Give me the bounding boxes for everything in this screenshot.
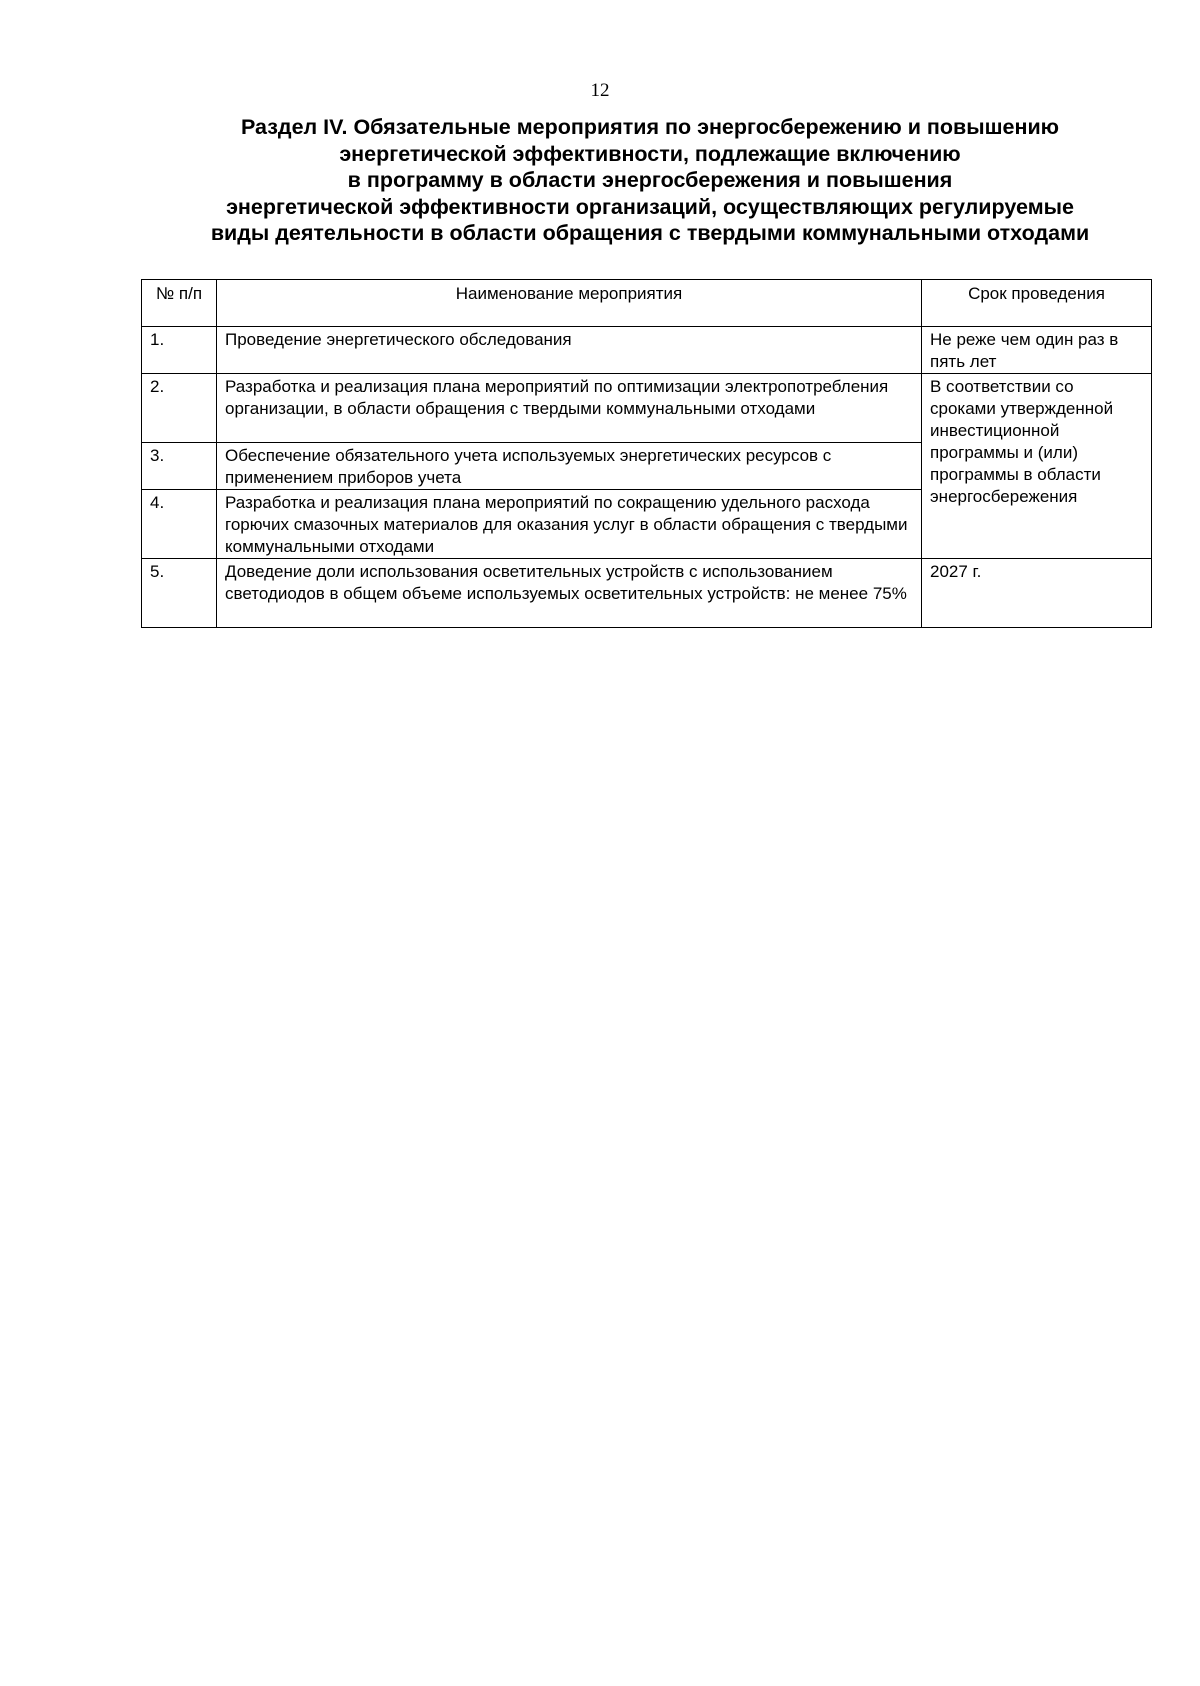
row-num: 2. xyxy=(142,374,217,443)
table-header-row xyxy=(142,280,1152,327)
measures-table xyxy=(141,279,1152,628)
row-term: 2027 г. xyxy=(922,559,1152,628)
table-row xyxy=(142,559,1152,628)
row-num: 4. xyxy=(142,490,217,559)
header-num: № п/п xyxy=(142,280,217,327)
page-number: 12 xyxy=(590,80,610,101)
row-term: Не реже чем один раз в пять лет xyxy=(922,327,1152,374)
heading-line: энергетической эффективности организаций, осуществляющих регулируемые xyxy=(226,194,1074,219)
row-name: Проведение энергетического обследования xyxy=(217,327,922,374)
row-name: Разработка и реализация плана мероприятий по оптимизации электропотребления организации, в области обращения с твердыми коммунальными отходами xyxy=(217,374,922,443)
row-name: Разработка и реализация плана мероприятий по сокращению удельного расхода горючих смазочных материалов для оказания услуг в области обращения с твердыми коммунальными отходами xyxy=(217,490,922,559)
row-num: 5. xyxy=(142,559,217,628)
section-heading xyxy=(150,114,1150,247)
row-num: 3. xyxy=(142,443,217,490)
heading-line: Раздел IV. Обязательные мероприятия по энергосбережению и повышению xyxy=(240,115,1060,139)
heading-line: в программу в области энергосбережения и повышения xyxy=(347,168,953,192)
row-term-merged: В соответствии со сроками утвержденной инвестиционной программы и (или) программы в области энергосбережения xyxy=(922,374,1152,559)
table-row xyxy=(142,374,1152,443)
header-term: Срок проведения xyxy=(922,280,1152,327)
row-num: 1. xyxy=(142,327,217,374)
table-row xyxy=(142,327,1152,374)
header-name: Наименование мероприятия xyxy=(217,280,922,327)
heading-line: энергетической эффективности, подлежащие включению xyxy=(339,141,961,166)
heading-line: виды деятельности в области обращения с твердыми коммунальными отходами xyxy=(210,221,1090,245)
row-name: Доведение доли использования осветительных устройств с использованием светодиодов в общем объеме используемых осветительных устройств: не менее 75% xyxy=(217,559,922,628)
row-name: Обеспечение обязательного учета используемых энергетических ресурсов с применением приборов учета xyxy=(217,443,922,490)
